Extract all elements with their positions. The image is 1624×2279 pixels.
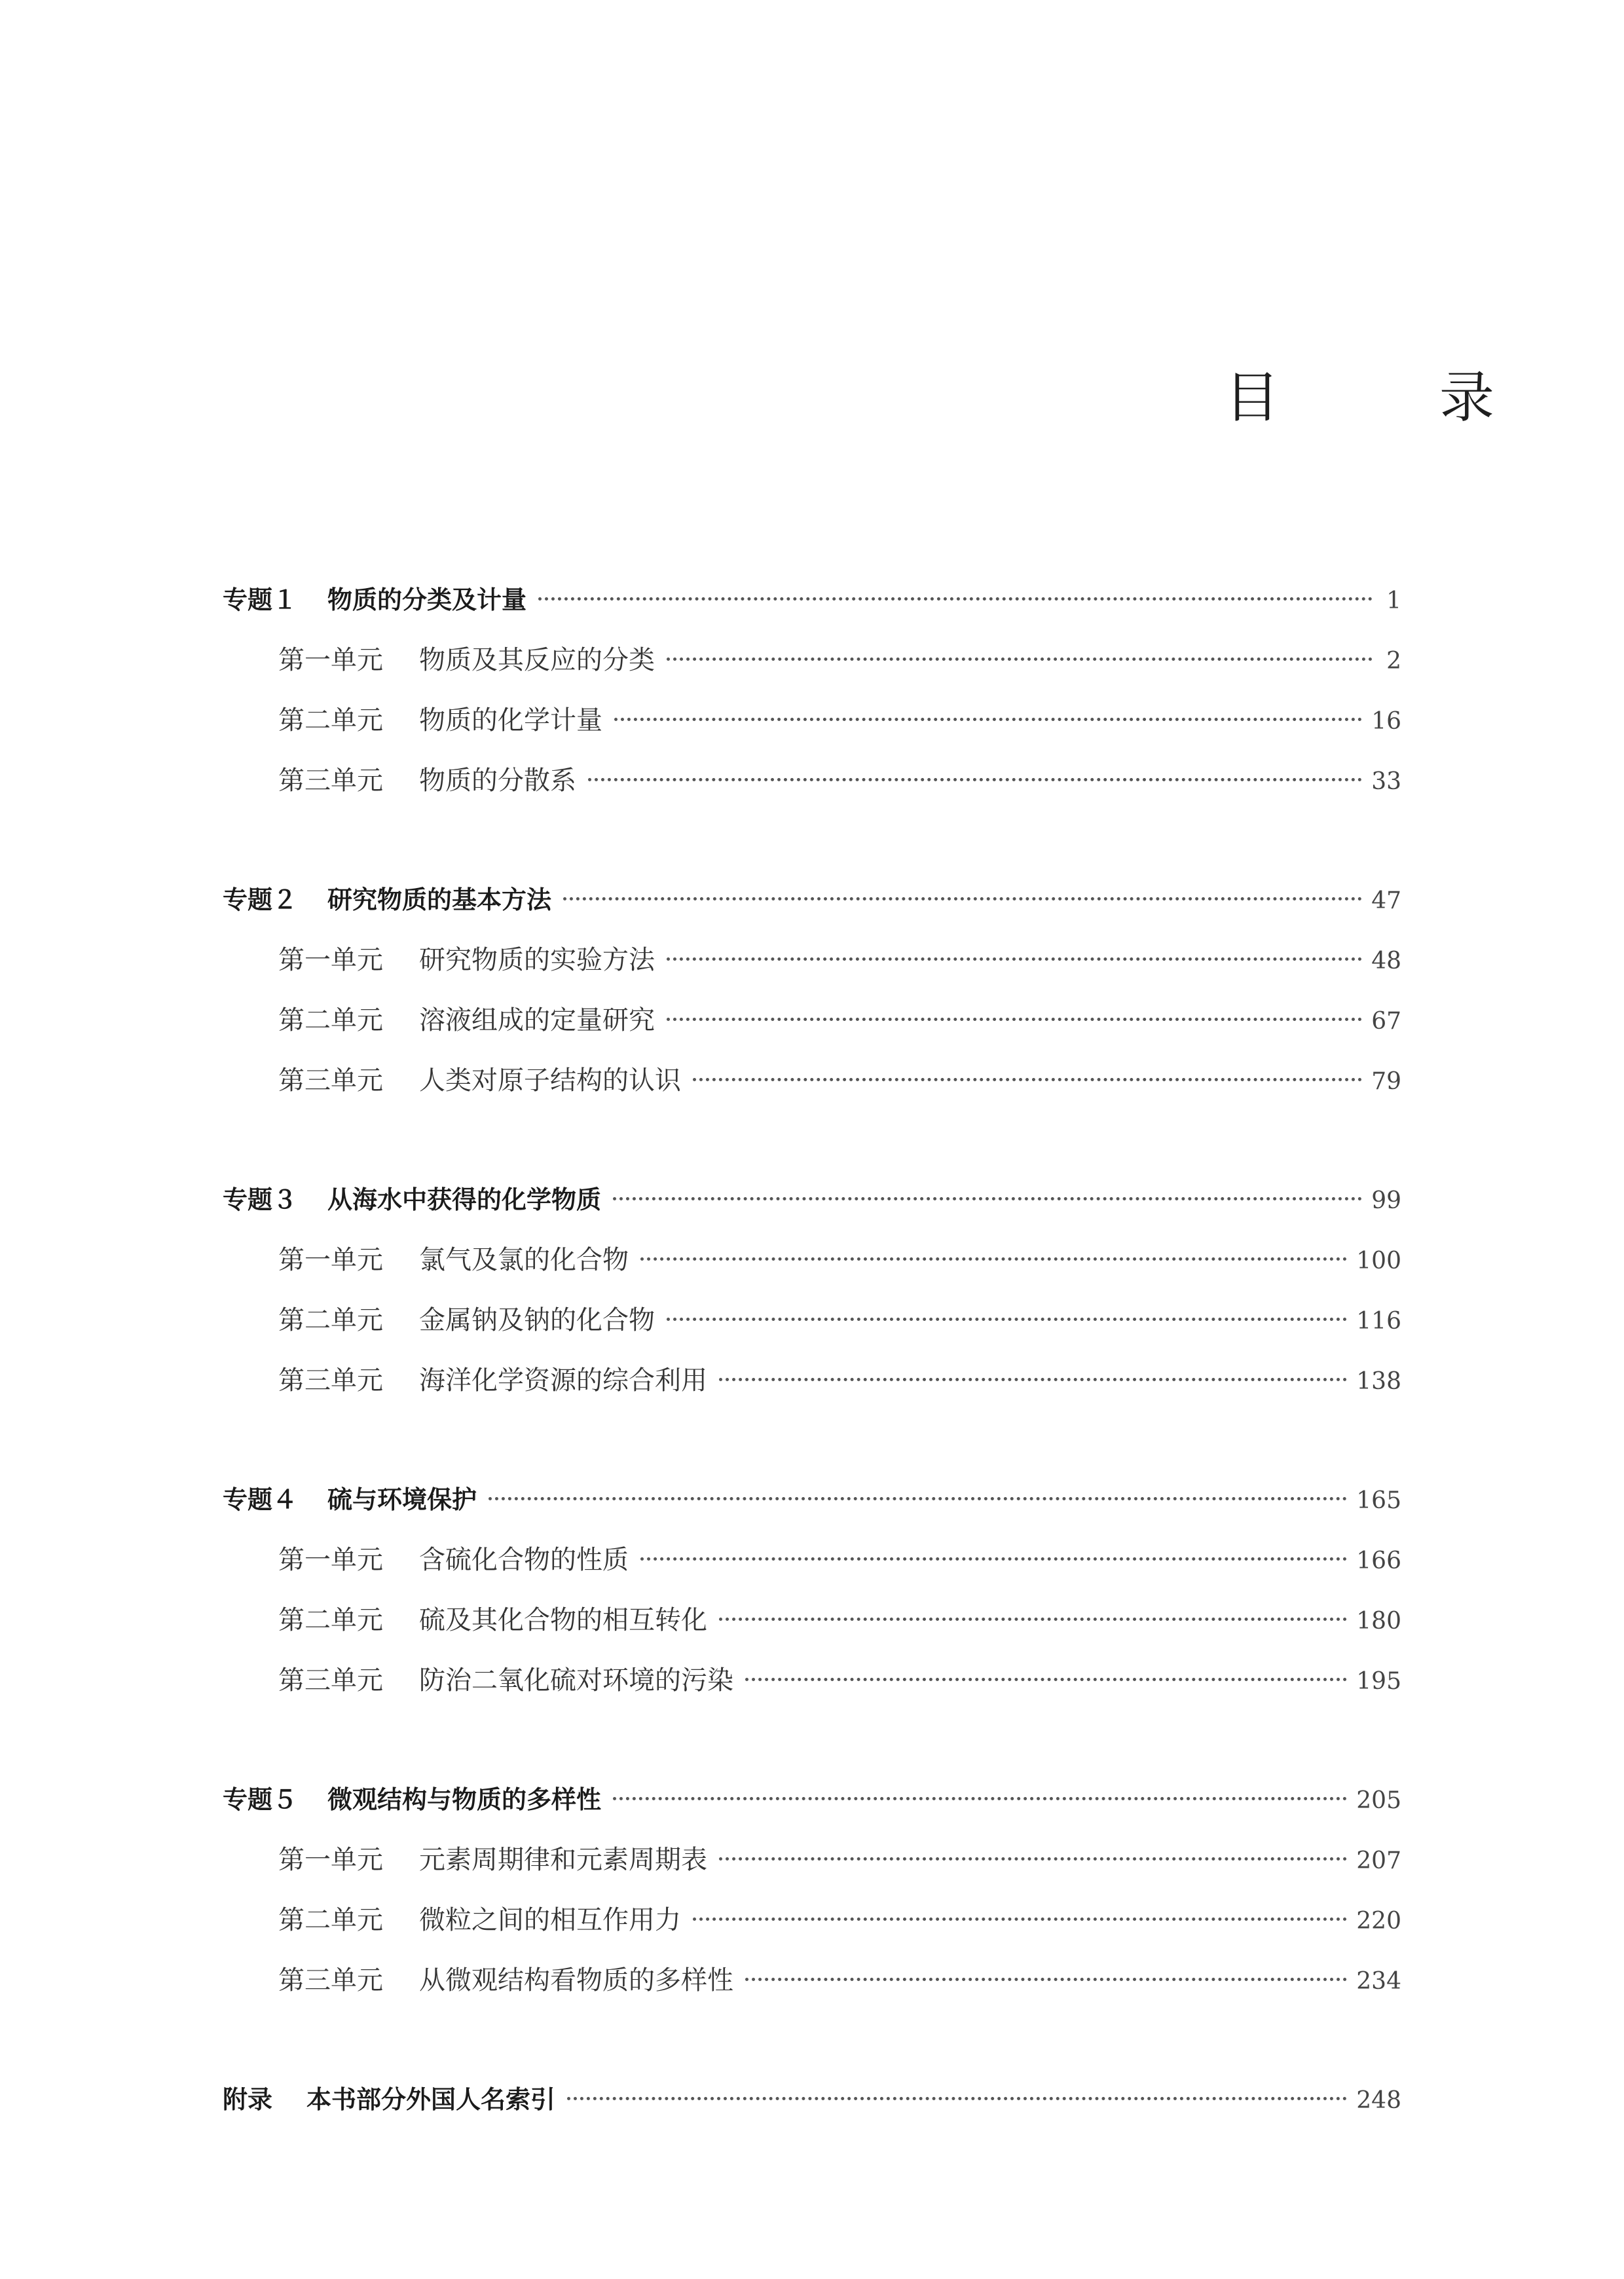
unit-name: 物质的化学计量 xyxy=(419,705,602,735)
unit-label: 第一单元 xyxy=(278,945,383,975)
appendix-name: 本书部分外国人名索引 xyxy=(306,2085,556,2114)
topic-name: 从海水中获得的化学物质 xyxy=(327,1185,602,1214)
dot-leader xyxy=(640,1257,1347,1261)
page-number: 79 xyxy=(1371,1068,1401,1095)
topic-name: 微观结构与物质的多样性 xyxy=(327,1785,602,1814)
topic-label: 专题４ xyxy=(223,1485,298,1514)
toc-unit-entry[interactable] xyxy=(223,1590,1401,1650)
dot-leader xyxy=(667,1018,1362,1021)
unit-name: 金属钠及钠的化合物 xyxy=(419,1305,655,1335)
page-number: 33 xyxy=(1371,768,1401,795)
unit-name: 人类对原子结构的认识 xyxy=(419,1065,681,1096)
unit-label: 第二单元 xyxy=(278,1305,383,1335)
unit-label: 第二单元 xyxy=(278,705,383,735)
page-number: 205 xyxy=(1356,1787,1401,1814)
page-number: 67 xyxy=(1371,1008,1401,1035)
page-number: 138 xyxy=(1356,1368,1401,1395)
dot-leader xyxy=(588,778,1362,781)
toc-unit-entry[interactable] xyxy=(223,1830,1401,1890)
dot-leader xyxy=(614,718,1362,721)
page-number: 248 xyxy=(1356,2087,1401,2114)
toc-unit-entry[interactable] xyxy=(223,1650,1401,1711)
unit-name: 防治二氧化硫对环境的污染 xyxy=(419,1665,733,1695)
dot-leader xyxy=(745,1978,1347,1981)
toc-topic-entry[interactable] xyxy=(223,570,1401,630)
toc-unit-entry[interactable] xyxy=(223,1350,1401,1411)
topic-label: 专题５ xyxy=(223,1785,298,1814)
toc-topic-entry[interactable] xyxy=(223,1769,1401,1830)
toc-section-3 xyxy=(223,1170,1401,1411)
page-number: 100 xyxy=(1356,1248,1401,1274)
toc-unit-entry[interactable] xyxy=(223,1050,1401,1111)
page-number: 195 xyxy=(1356,1668,1401,1695)
topic-name: 物质的分类及计量 xyxy=(327,585,527,614)
toc-topic-entry[interactable] xyxy=(223,1170,1401,1230)
dot-leader xyxy=(640,1557,1347,1561)
dot-leader xyxy=(693,1918,1347,1921)
topic-name: 研究物质的基本方法 xyxy=(327,885,552,914)
unit-label: 第三单元 xyxy=(278,766,383,796)
page-number: 16 xyxy=(1371,708,1401,735)
unit-label: 第三单元 xyxy=(278,1665,383,1695)
unit-label: 第二单元 xyxy=(278,1905,383,1935)
toc-unit-entry[interactable] xyxy=(223,1950,1401,2010)
unit-name: 微粒之间的相互作用力 xyxy=(419,1905,681,1935)
dot-leader xyxy=(563,897,1362,900)
page-number: 99 xyxy=(1371,1187,1401,1214)
dot-leader xyxy=(613,1797,1347,1800)
unit-label: 第一单元 xyxy=(278,1245,383,1275)
page-number: 1 xyxy=(1386,587,1401,614)
toc-unit-entry[interactable] xyxy=(223,990,1401,1050)
dot-leader xyxy=(667,658,1373,661)
page-number: 165 xyxy=(1356,1487,1401,1514)
toc-unit-entry[interactable] xyxy=(223,930,1401,990)
unit-label: 第三单元 xyxy=(278,1965,383,1995)
toc-unit-entry[interactable] xyxy=(223,750,1401,811)
toc-section-5 xyxy=(223,1769,1401,2010)
unit-label: 第二单元 xyxy=(278,1005,383,1035)
page-number: 116 xyxy=(1356,1308,1401,1335)
dot-leader xyxy=(538,597,1373,601)
toc-topic-entry[interactable] xyxy=(223,1470,1401,1530)
unit-name: 研究物质的实验方法 xyxy=(419,945,655,975)
unit-name: 溶液组成的定量研究 xyxy=(419,1005,655,1035)
page-number: 234 xyxy=(1356,1968,1401,1995)
unit-name: 含硫化合物的性质 xyxy=(419,1545,629,1575)
toc-appendix-entry[interactable] xyxy=(223,2069,1401,2130)
toc-unit-entry[interactable] xyxy=(223,1530,1401,1590)
dot-leader xyxy=(693,1078,1362,1081)
dot-leader xyxy=(745,1678,1347,1681)
page-title: 目 录 xyxy=(1225,365,1547,430)
unit-name: 物质及其反应的分类 xyxy=(419,645,655,675)
page-number: 207 xyxy=(1356,1847,1401,1874)
dot-leader xyxy=(567,2097,1347,2100)
toc-unit-entry[interactable] xyxy=(223,1890,1401,1950)
dot-leader xyxy=(719,1618,1347,1621)
dot-leader xyxy=(667,957,1362,961)
unit-name: 氯气及氯的化合物 xyxy=(419,1245,629,1275)
page-number: 180 xyxy=(1356,1608,1401,1635)
toc-appendix xyxy=(223,2069,1401,2130)
toc-unit-entry[interactable] xyxy=(223,630,1401,690)
page-number: 2 xyxy=(1386,648,1401,675)
page-number: 166 xyxy=(1356,1547,1401,1574)
topic-label: 专题１ xyxy=(223,585,298,614)
dot-leader xyxy=(489,1497,1347,1500)
unit-name: 物质的分散系 xyxy=(419,766,576,796)
dot-leader xyxy=(719,1378,1347,1381)
dot-leader xyxy=(613,1197,1362,1200)
unit-label: 第一单元 xyxy=(278,645,383,675)
topic-label: 专题３ xyxy=(223,1185,298,1214)
topic-name: 硫与环境保护 xyxy=(327,1485,477,1514)
unit-label: 第二单元 xyxy=(278,1605,383,1635)
toc-unit-entry[interactable] xyxy=(223,690,1401,750)
page-number: 47 xyxy=(1371,887,1401,914)
unit-name: 硫及其化合物的相互转化 xyxy=(419,1605,707,1635)
toc-section-1 xyxy=(223,570,1401,811)
unit-name: 海洋化学资源的综合利用 xyxy=(419,1365,707,1396)
page-number: 220 xyxy=(1356,1908,1401,1935)
toc-section-4 xyxy=(223,1470,1401,1711)
dot-leader xyxy=(719,1857,1347,1861)
topic-label: 专题２ xyxy=(223,885,298,914)
toc-unit-entry[interactable] xyxy=(223,1290,1401,1350)
unit-name: 元素周期律和元素周期表 xyxy=(419,1845,707,1875)
dot-leader xyxy=(667,1318,1347,1321)
toc-section-2 xyxy=(223,870,1401,1111)
unit-label: 第三单元 xyxy=(278,1365,383,1396)
table-of-contents xyxy=(223,570,1401,2189)
unit-label: 第一单元 xyxy=(278,1545,383,1575)
toc-unit-entry[interactable] xyxy=(223,1230,1401,1290)
appendix-label: 附录 xyxy=(223,2085,273,2114)
unit-label: 第一单元 xyxy=(278,1845,383,1875)
unit-name: 从微观结构看物质的多样性 xyxy=(419,1965,733,1995)
page-number: 48 xyxy=(1371,948,1401,974)
toc-topic-entry[interactable] xyxy=(223,870,1401,930)
unit-label: 第三单元 xyxy=(278,1065,383,1096)
